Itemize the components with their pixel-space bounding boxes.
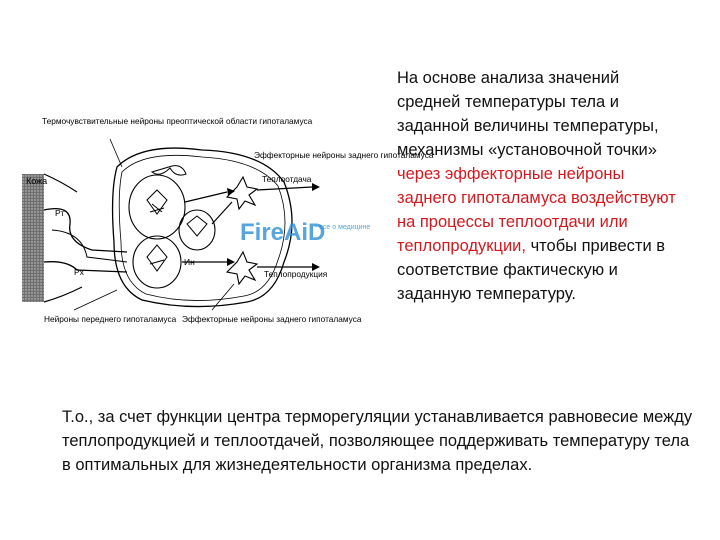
- watermark-brand: FireAiD: [240, 219, 326, 246]
- label-rx: Рх: [74, 267, 84, 277]
- label-anterior-neurons: Нейроны переднего гипоталамуса: [44, 314, 177, 324]
- label-thermo-neurons: Термочувствительные нейроны преоптической области гипоталамуса: [42, 116, 313, 126]
- thermoregulation-diagram: [22, 112, 434, 342]
- label-effector-bottom: Эффекторные нейроны заднего гипоталамуса: [182, 314, 362, 324]
- label-rt: Рт: [55, 208, 65, 218]
- side-text-highlight: через эффекторные нейроны заднего гипоталамуса воздействуют на процессы теплоотдачи или теплопродукции,: [397, 165, 676, 255]
- label-skin: Кожа: [26, 176, 48, 186]
- label-heat-loss: Теплоотдача: [262, 174, 312, 184]
- label-heat-prod: Теплопродукция: [264, 269, 328, 279]
- neuron-circle-1: [129, 175, 185, 239]
- side-text: [397, 66, 687, 306]
- bottom-text: Т.о., за счет функции центра терморегуляции устанавливается равновесие между теплопродукцией и теплоотдачей, позволяющее поддерживать температуру тела в оптимальных для жизнедеятельности организма пределах.: [62, 408, 693, 474]
- watermark-sub: - все о медицине: [315, 224, 371, 231]
- side-text-part2: чтобы привести в соответствие фактическую и заданную температуру.: [397, 237, 666, 303]
- effector-neuron-2: [227, 252, 257, 284]
- label-effector-top: Эффекторные нейроны заднего гипоталамуса: [254, 150, 434, 160]
- side-text-part1: На основе анализа значений средней температуры тела и заданной величины температуры, механизмы «установочной точки»: [397, 69, 659, 159]
- label-in: Ин: [184, 257, 195, 267]
